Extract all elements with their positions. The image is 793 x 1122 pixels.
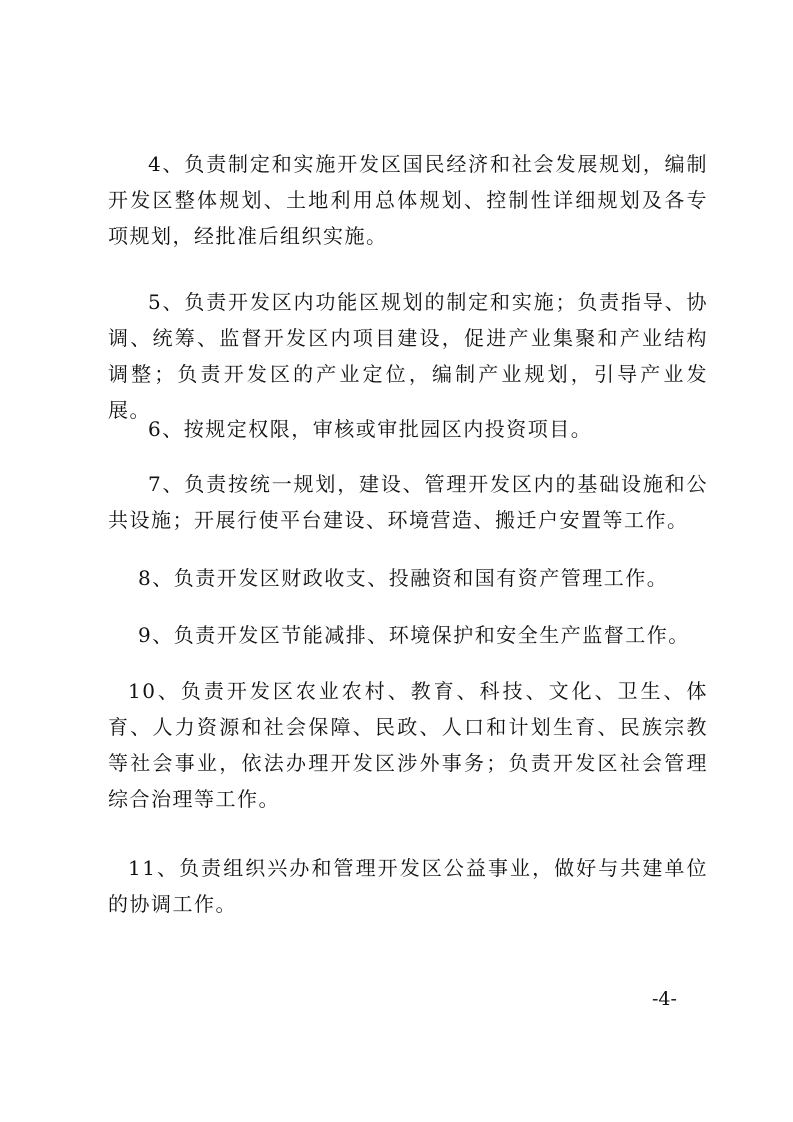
paragraph-item-11: 11、负责组织兴办和管理开发区公益事业，做好与共建单位的协调工作。	[108, 856, 708, 916]
paragraph-item-10: 10、负责开发区农业农村、教育、科技、文化、卫生、体育、人力资源和社会保障、民政、人口和计划生育、民族宗教等社会事业，依法办理开发区涉外事务；负责开发区社会管理综合治理等工作。	[108, 679, 708, 811]
paragraph-item-9: 9、负责开发区节能减排、环境保护和安全生产监督工作。	[138, 623, 690, 647]
paragraph-item-5: 5、负责开发区内功能区规划的制定和实施；负责指导、协调、统筹、监督开发区内项目建设，促进产业集聚和产业结构调整；负责开发区的产业定位，编制产业规划，引导产业发展。	[108, 290, 708, 422]
paragraph-item-6: 6、按规定权限，审核或审批园区内投资项目。	[148, 417, 593, 441]
paragraph-item-8: 8、负责开发区财政收支、投融资和国有资产管理工作。	[138, 566, 669, 590]
paragraph-item-4: 4、负责制定和实施开发区国民经济和社会发展规划，编制开发区整体规划、土地利用总体规划、控制性详细规划及各专项规划，经批准后组织实施。	[108, 152, 708, 248]
page-number: -4-	[652, 988, 677, 1010]
paragraph-item-7: 7、负责按统一规划，建设、管理开发区内的基础设施和公共设施；开展行使平台建设、环境营造、搬迁户安置等工作。	[108, 472, 708, 532]
